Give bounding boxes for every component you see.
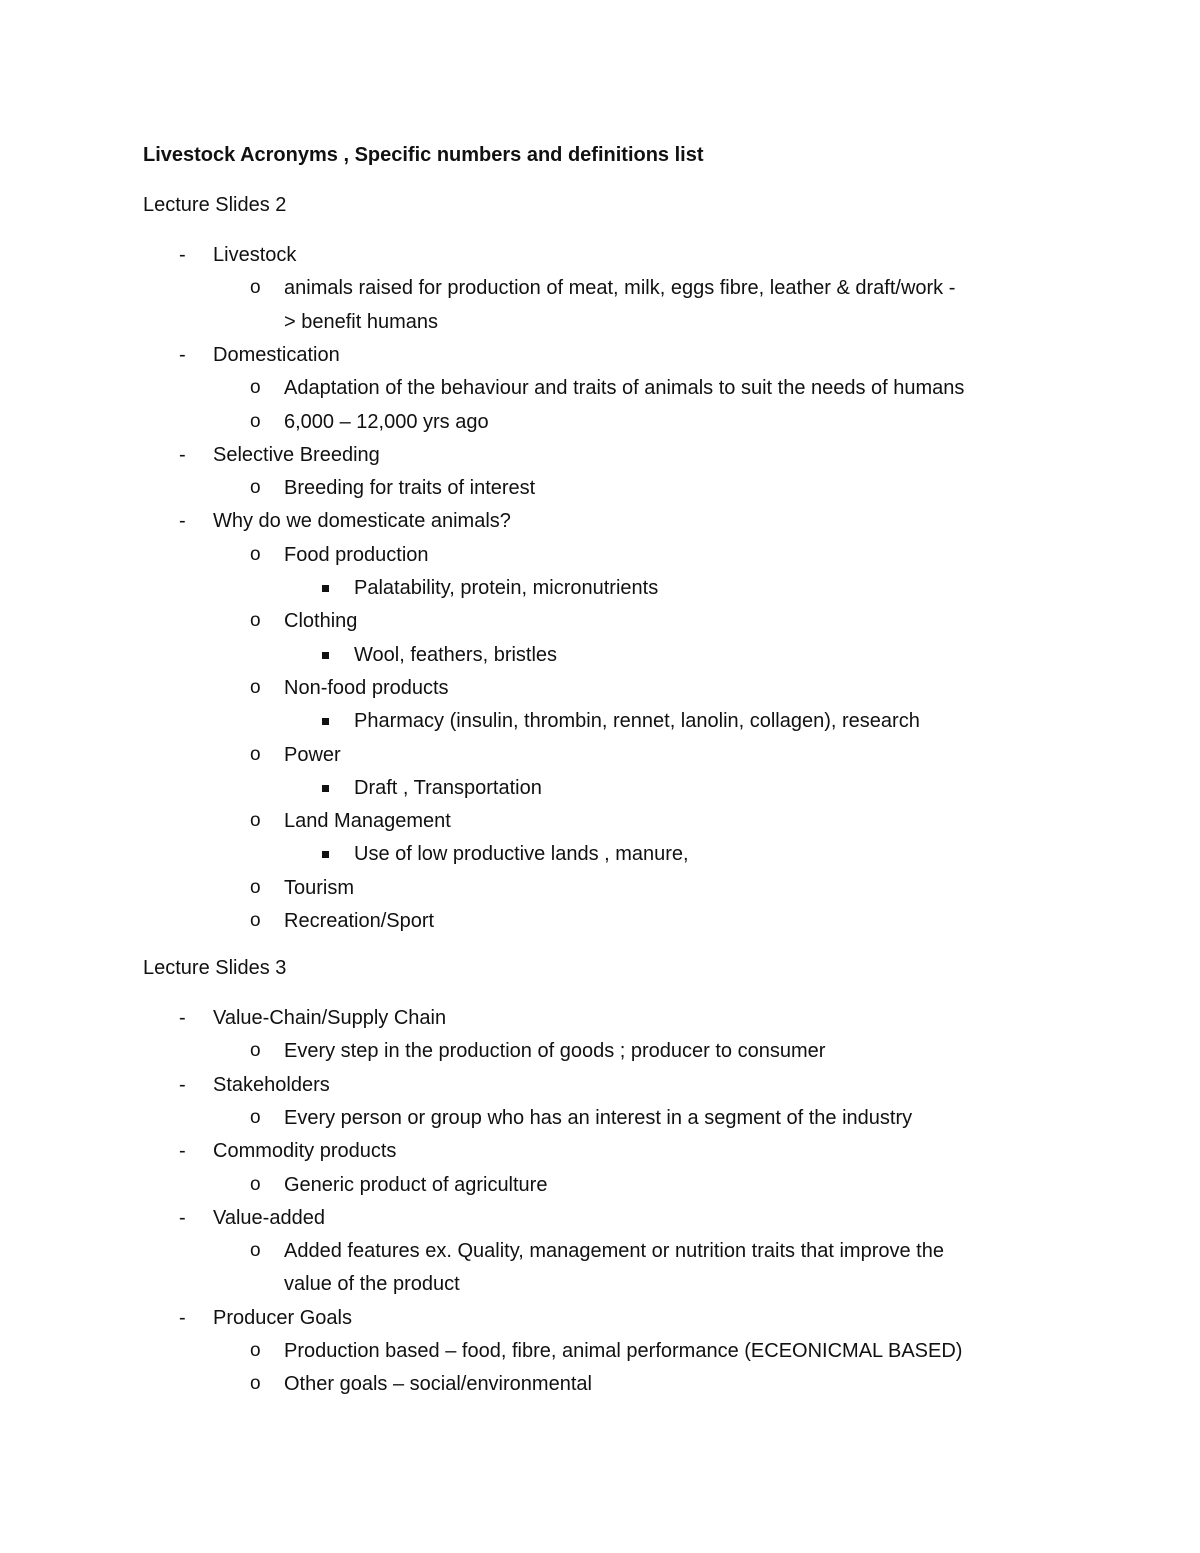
list-item-text: Non-food products	[284, 677, 449, 699]
list-item-text: Wool, feathers, bristles	[354, 644, 558, 666]
section-heading: Lecture Slides 2	[143, 194, 287, 216]
list-item	[179, 243, 297, 267]
dash-bullet-icon: -	[179, 1007, 186, 1029]
list-item-text: Selective Breeding	[213, 444, 380, 466]
circle-bullet-icon: o	[250, 1340, 261, 1361]
dash-bullet-icon: -	[179, 1207, 186, 1229]
list-item-text: Added features ex. Quality, management or nutrition traits that improve the	[284, 1240, 944, 1262]
list-item-text: Stakeholders	[213, 1074, 330, 1096]
circle-bullet-icon: o	[250, 910, 261, 931]
list-item-text: Clothing	[284, 610, 358, 632]
list-item-text: Generic product of agriculture	[284, 1174, 548, 1196]
list-item-text: Palatability, protein, micronutrients	[354, 577, 659, 599]
square-bullet-icon	[322, 652, 329, 659]
dash-bullet-icon: -	[179, 510, 186, 532]
sub-sub-list-item	[354, 643, 557, 667]
circle-bullet-icon: o	[250, 744, 261, 765]
list-item	[179, 1006, 447, 1030]
sub-list-item	[250, 609, 358, 633]
square-bullet-icon	[322, 851, 329, 858]
list-item-text: Power	[284, 744, 341, 766]
list-item	[179, 343, 340, 367]
list-item-text: Pharmacy (insulin, thrombin, rennet, lanolin, collagen), research	[354, 710, 920, 732]
circle-bullet-icon: o	[250, 810, 261, 831]
section-heading: Lecture Slides 3	[143, 957, 287, 979]
sub-sub-list-item	[354, 776, 542, 800]
circle-bullet-icon: o	[250, 377, 261, 398]
list-item-continuation	[284, 310, 438, 334]
sub-list-item	[250, 1039, 826, 1063]
list-item-text: Other goals – social/environmental	[284, 1373, 592, 1395]
list-item-text: Food production	[284, 544, 429, 566]
list-item-text: value of the product	[284, 1273, 460, 1295]
list-item-text: Livestock	[213, 244, 297, 266]
list-item	[179, 1206, 325, 1230]
list-item	[179, 1073, 330, 1097]
document-title: Livestock Acronyms , Specific numbers and definitions list	[143, 144, 704, 166]
sub-list-item	[250, 809, 451, 833]
list-item-text: Every step in the production of goods ; producer to consumer	[284, 1040, 826, 1062]
list-item-text: > benefit humans	[284, 311, 438, 333]
list-item-text: Every person or group who has an interest in a segment of the industry	[284, 1107, 913, 1129]
sub-list-item	[250, 743, 341, 767]
dash-bullet-icon: -	[179, 444, 186, 466]
list-item-text: 6,000 – 12,000 yrs ago	[284, 411, 489, 433]
list-item-text: Commodity products	[213, 1140, 397, 1162]
circle-bullet-icon: o	[250, 1240, 261, 1261]
sub-list-item	[250, 543, 429, 567]
dash-bullet-icon: -	[179, 244, 186, 266]
square-bullet-icon	[322, 785, 329, 792]
list-item	[179, 443, 380, 467]
list-item	[179, 1139, 397, 1163]
circle-bullet-icon: o	[250, 1373, 261, 1394]
square-bullet-icon	[322, 718, 329, 725]
sub-list-item	[250, 1339, 963, 1363]
sub-sub-list-item	[354, 576, 658, 600]
sub-list-item	[250, 1372, 592, 1396]
list-item-text: Producer Goals	[213, 1307, 352, 1329]
circle-bullet-icon: o	[250, 877, 261, 898]
sub-sub-list-item	[354, 709, 920, 733]
list-item-text: animals raised for production of meat, milk, eggs fibre, leather & draft/work -	[284, 277, 956, 299]
list-item-continuation	[284, 1272, 460, 1296]
sub-list-item	[250, 1239, 944, 1263]
dash-bullet-icon: -	[179, 1307, 186, 1329]
square-bullet-icon	[322, 585, 329, 592]
circle-bullet-icon: o	[250, 677, 261, 698]
circle-bullet-icon: o	[250, 610, 261, 631]
sub-list-item	[250, 376, 965, 400]
sub-list-item	[250, 1173, 548, 1197]
list-item-text: Use of low productive lands , manure,	[354, 843, 689, 865]
list-item-text: Land Management	[284, 810, 451, 832]
sub-list-item	[250, 476, 536, 500]
list-item-text: Value-added	[213, 1207, 325, 1229]
sub-list-item	[250, 410, 489, 434]
dash-bullet-icon: -	[179, 1140, 186, 1162]
sub-list-item	[250, 276, 956, 300]
list-item-text: Recreation/Sport	[284, 910, 435, 932]
sub-list-item	[250, 876, 355, 900]
sub-list-item	[250, 1106, 913, 1130]
list-item-text: Why do we domesticate animals?	[213, 510, 511, 532]
list-item	[179, 509, 511, 533]
list-item-text: Tourism	[284, 877, 355, 899]
sub-sub-list-item	[354, 842, 689, 866]
sub-list-item	[250, 909, 435, 933]
list-item-text: Adaptation of the behaviour and traits of animals to suit the needs of humans	[284, 377, 965, 399]
list-item-text: Draft , Transportation	[354, 777, 542, 799]
circle-bullet-icon: o	[250, 1174, 261, 1195]
list-item-text: Breeding for traits of interest	[284, 477, 536, 499]
circle-bullet-icon: o	[250, 277, 261, 298]
circle-bullet-icon: o	[250, 411, 261, 432]
circle-bullet-icon: o	[250, 477, 261, 498]
dash-bullet-icon: -	[179, 344, 186, 366]
circle-bullet-icon: o	[250, 544, 261, 565]
circle-bullet-icon: o	[250, 1107, 261, 1128]
dash-bullet-icon: -	[179, 1074, 186, 1096]
list-item-text: Domestication	[213, 344, 340, 366]
sub-list-item	[250, 676, 449, 700]
list-item	[179, 1306, 352, 1330]
list-item-text: Value-Chain/Supply Chain	[213, 1007, 447, 1029]
list-item-text: Production based – food, fibre, animal performance (ECEONICMAL BASED)	[284, 1340, 963, 1362]
circle-bullet-icon: o	[250, 1040, 261, 1061]
